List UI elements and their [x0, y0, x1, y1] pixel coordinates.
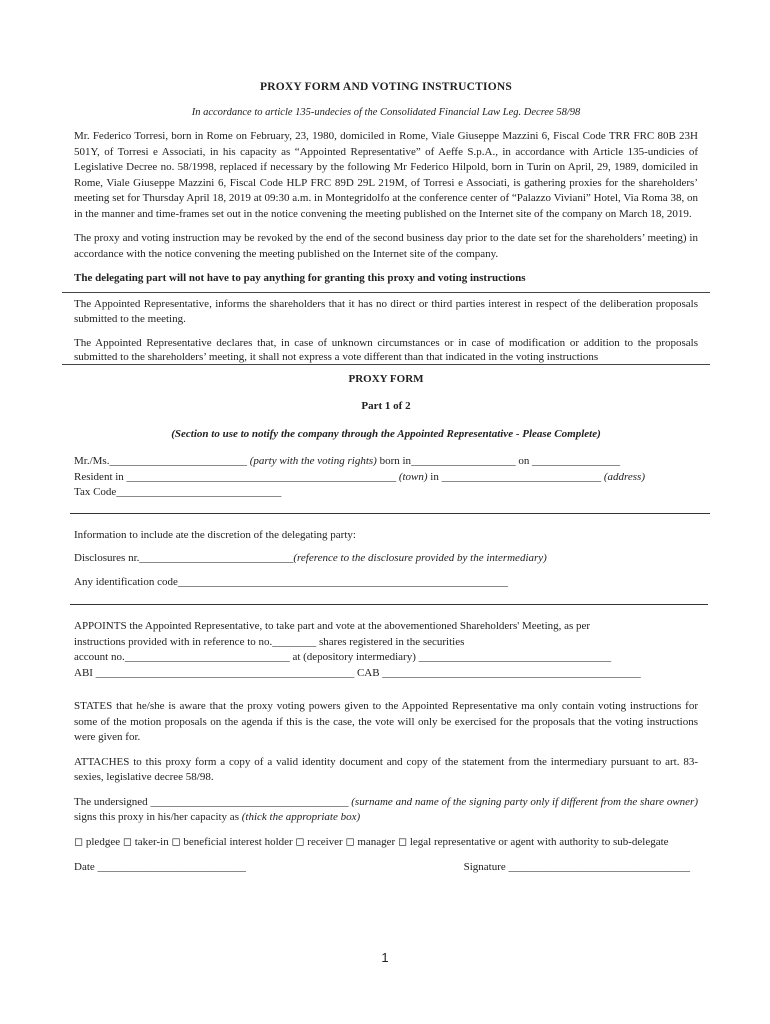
divider — [70, 513, 710, 514]
undersigned-paragraph: The undersigned ____________________________________ (surname and name of the signing party only if different from the share owner) signs this proxy in his/her capacity as (thick the appropriate box) — [74, 795, 699, 823]
appoints-line-3[interactable]: account no.______________________________ at (depository intermediary) ___________________________________ — [74, 651, 612, 663]
appoints-line-2[interactable]: instructions provided with in reference to no.________ shares registered in the securities — [74, 635, 465, 648]
tax-code-field[interactable]: ______________________________ — [116, 486, 282, 498]
attaches-paragraph: ATTACHES to this proxy form a copy of a valid identity document and copy of the statement from the intermediary pursuant to art. 83-sexies, legislative decree 58/98. — [74, 755, 698, 783]
identification-field[interactable]: ____________________________________________________________ — [177, 575, 508, 588]
declaration-paragraph: The Appointed Representative declares that, in case of unknown circumstances or in case of modification or addition to the proposals submitted to the shareholders’ meeting, it shall not express a vote different than that indicated in the voting instructions — [74, 336, 698, 363]
capacity-options[interactable]: ◻ pledgee ◻ taker-in ◻ beneficial interest holder ◻ receiver ◻ manager ◻ legal representative or agent with authority to sub-delegate — [74, 835, 669, 848]
undersigned-field[interactable]: ____________________________________ — [150, 795, 349, 808]
signature-row: Date ___________________________ Signature _________________________________ — [74, 861, 690, 873]
document-page — [74, 80, 698, 876]
part-label: Part 1 of 2 — [361, 400, 411, 412]
page-number: 1 — [381, 950, 389, 965]
page-title: PROXY FORM AND VOTING INSTRUCTIONS — [260, 81, 512, 93]
birthdate-field[interactable]: ________________ — [532, 455, 621, 467]
divider — [62, 292, 710, 293]
section-note: (Section to use to notify the company through the Appointed Representative - Please Complete) — [171, 427, 601, 440]
appoints-line-1: APPOINTS the Appointed Representative, to take part and vote at the abovementioned Shareholders' Meeting, as per — [74, 620, 591, 632]
birthplace-field[interactable]: ___________________ — [411, 455, 516, 467]
no-cost-notice: The delegating part will not have to pay anything for granting this proxy and voting instructions — [74, 272, 526, 284]
signature-field[interactable]: _________________________________ — [508, 861, 690, 873]
identification-row: Any identification code____________________________________________________________ — [74, 575, 508, 588]
revocation-paragraph: The proxy and voting instruction may be revoked by the end of the second business day prior to the date set for the shareholders’ meeting) in accordance with the notice convening the meeting published on the Internet site of the company. — [74, 232, 698, 260]
disclosures-row: Disclosures nr.____________________________(reference to the disclosure provided by the intermediary) — [74, 552, 547, 564]
date-field[interactable]: ___________________________ — [97, 861, 247, 873]
proxy-form-heading: PROXY FORM — [348, 372, 424, 385]
name-field[interactable]: _________________________ — [109, 455, 247, 467]
states-paragraph: STATES that he/she is aware that the proxy voting powers given to the Appointed Representative ma only contain voting instructions for some of the motion proposals on the agenda if this is the case, the vote will only be exercised for the proposals that the voting instructions were given for. — [74, 700, 698, 743]
page-subtitle: In accordance to article 135-undecies of the Consolidated Financial Law Leg. Decree 58/98 — [191, 106, 581, 118]
residence-field[interactable]: _________________________________________________ — [126, 470, 397, 483]
residence-row: Resident in _________________________________________________ (town) in _____________________________ (address) — [74, 470, 646, 483]
disclosures-field[interactable]: ____________________________ — [139, 552, 294, 564]
divider — [62, 364, 710, 365]
intro-paragraph: Mr. Federico Torresi, born in Rome on February, 23, 1980, domiciled in Rome, Viale Giuseppe Mazzini 6, Fiscal Code TRR FRC 80B 23H 501Y, of Torresi e Associati, in his capacity as “Appointed Representative” of Aeffe S.p.A., in accordance with Article 135-undicies of Legislative Decree no. 58/1998, replaced if necessary by the following Mr Federico Hilpold, born in Turin on April, 29, 1989, domiciled in Rome, Viale Giuseppe Mazzini 6, Fiscal Code HLP FRC 89D 29L 219M, of Torresi e Associati, is gathering proxies for the shareholders’ meeting set for Thursday April 18, 2019 at 09:30 a.m. in Montegridolfo at the conference center of “Palazzo Viviani” Hotel, Via Roma 38, on in the manner and time-frames set out in the notice convening the meeting published on the Internet site of the company on March 18, 2019. — [74, 130, 698, 220]
interest-paragraph: The Appointed Representative, informs the shareholders that it has no direct or third parties interest in respect of the deliberation proposals submitted to the meeting. — [74, 297, 698, 325]
address-field[interactable]: _____________________________ — [441, 470, 602, 483]
info-heading: Information to include ate the discretion of the delegating party: — [74, 528, 356, 541]
tax-code-row: Tax Code______________________________ — [74, 486, 282, 498]
name-row: Mr./Ms._________________________ (party with the voting rights) born in___________________ on ________________ — [74, 455, 621, 467]
appoints-line-4[interactable]: ABI _______________________________________________ CAB _______________________________________________ — [74, 666, 641, 679]
